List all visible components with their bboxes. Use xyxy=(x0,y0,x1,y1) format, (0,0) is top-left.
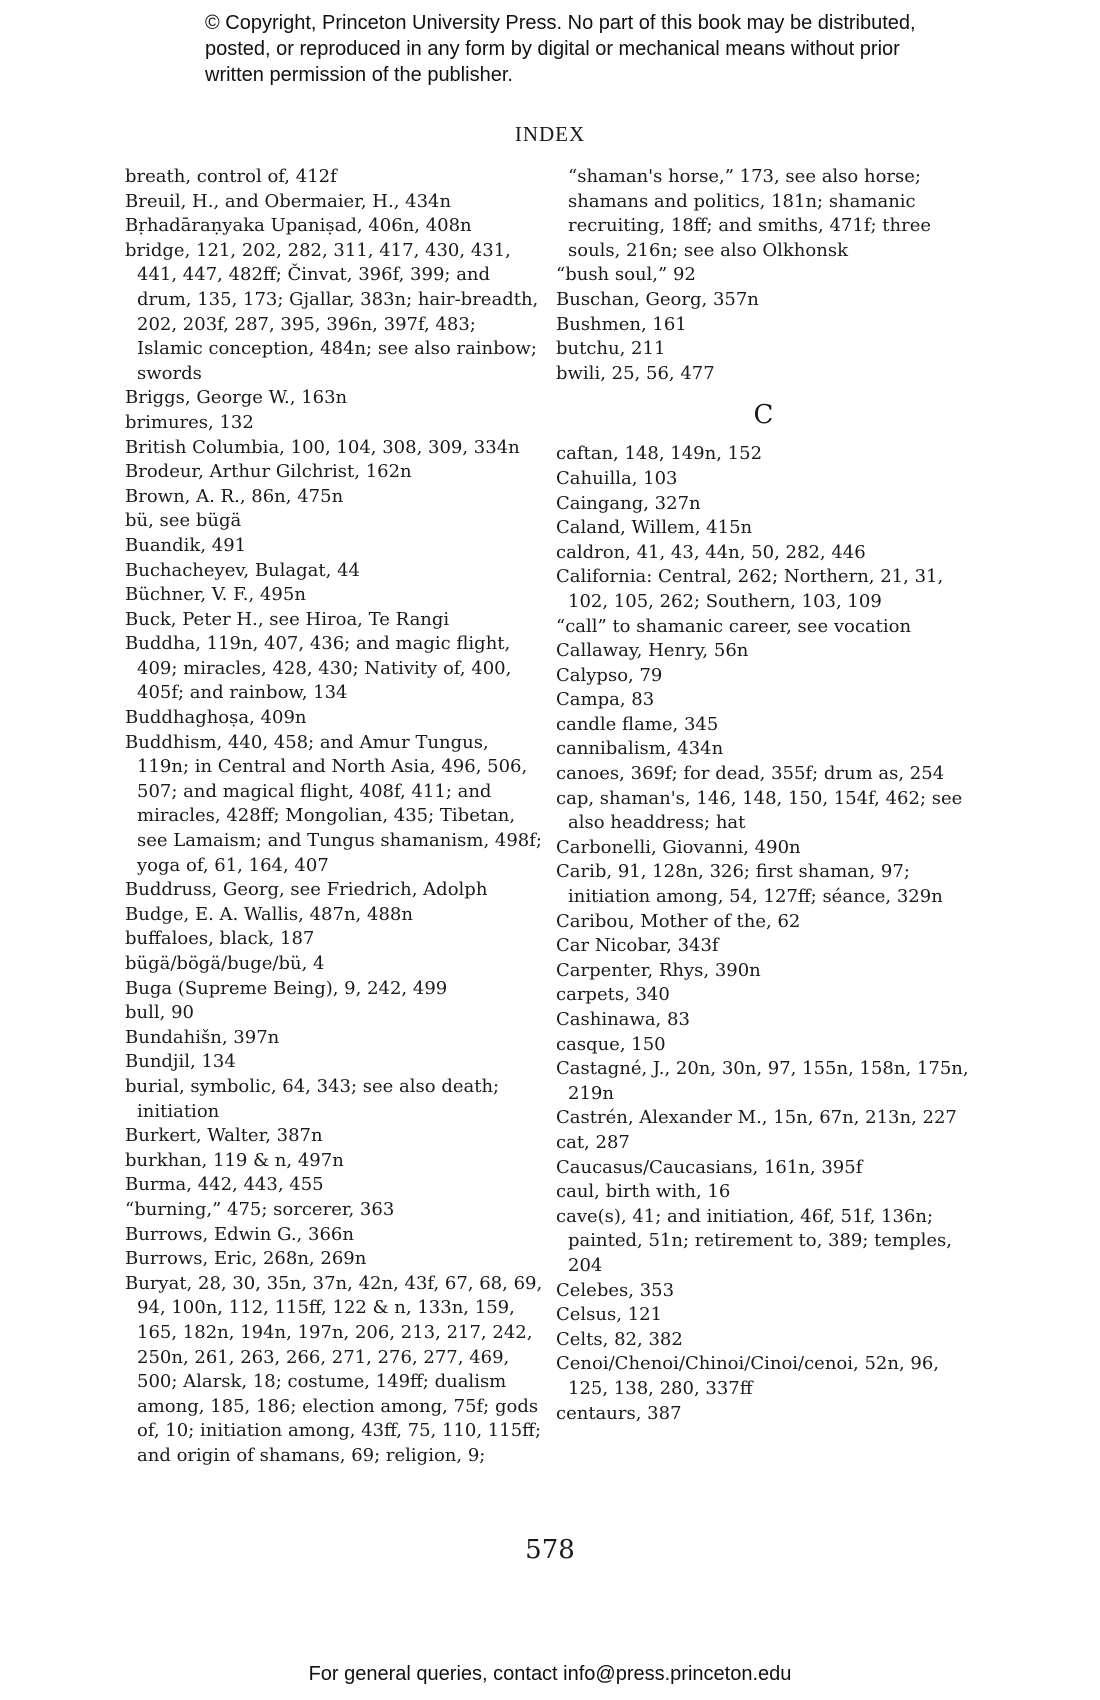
index-entry: cannibalism, 434n xyxy=(556,738,724,760)
index-entry: caldron, 41, 43, 44n, 50, 282, 446 xyxy=(556,541,866,563)
index-entry: Burrows, Edwin G., 366n xyxy=(125,1223,354,1245)
index-entry: Buddhism, 440, 458; and Amur Tungus, 119n; in Central and North Asia, 496, 506, 507; and magical flight, 408f, 411; and miracles, 428ff; Mongolian, 435; Tibetan, see Lamaism; and Tungus shamanism, 498f; yoga of, 61, 164, 407 xyxy=(125,731,542,876)
index-entry: Brown, A. R., 86n, 475n xyxy=(125,485,344,507)
index-entry: Caucasus/Caucasians, 161n, 395f xyxy=(556,1156,863,1178)
index-entry: breath, control of, 412f xyxy=(125,166,337,187)
index-entry: Budge, E. A. Wallis, 487n, 488n xyxy=(125,903,413,925)
index-entry: cave(s), 41; and initiation, 46f, 51f, 136n; painted, 51n; retirement to, 389; temples, 204 xyxy=(556,1205,953,1276)
index-entry: Caribou, Mother of the, 62 xyxy=(556,910,801,932)
index-entry: candle flame, 345 xyxy=(556,713,719,735)
index-entry: Caingang, 327n xyxy=(556,492,701,514)
running-head: INDEX xyxy=(514,122,586,146)
index-entry-continuation: “shaman's horse,” 173, see also horse; shamans and politics, 181n; shamanic recruiting, 18ff; and smiths, 471f; three souls, 216n; see also Olkhonsk xyxy=(568,166,931,261)
index-entry: Car Nicobar, 343f xyxy=(556,935,719,957)
index-entry: Brodeur, Arthur Gilchrist, 162n xyxy=(125,461,412,483)
index-entry: Burma, 442, 443, 455 xyxy=(125,1174,324,1196)
index-entry: Buga (Supreme Being), 9, 242, 499 xyxy=(125,977,448,999)
index-entry: Briggs, George W., 163n xyxy=(125,387,348,409)
index-entry: Burkert, Walter, 387n xyxy=(125,1125,323,1147)
index-entry: Callaway, Henry, 56n xyxy=(556,640,749,662)
index-entry: bü, see bügä xyxy=(125,510,242,532)
index-entry: Buddha, 119n, 407, 436; and magic flight, 409; miracles, 428, 430; Nativity of, 400, 405f; and rainbow, 134 xyxy=(125,633,512,704)
index-entry: cap, shaman's, 146, 148, 150, 154f, 462; see also headdress; hat xyxy=(556,787,963,834)
index-entry: canoes, 369f; for dead, 355f; drum as, 254 xyxy=(556,763,945,785)
index-entry: “burning,” 475; sorcerer, 363 xyxy=(125,1198,395,1220)
index-entry: Carib, 91, 128n, 326; first shaman, 97; initiation among, 54, 127ff; séance, 329n xyxy=(556,861,943,908)
index-entry: Bushmen, 161 xyxy=(556,313,687,335)
index-entry: bwili, 25, 56, 477 xyxy=(556,362,715,384)
index-entry: burial, symbolic, 64, 343; see also death; initiation xyxy=(125,1075,500,1122)
index-entry: Buchacheyev, Bulagat, 44 xyxy=(125,559,360,581)
index-entry: Celsus, 121 xyxy=(556,1304,663,1326)
index-entry: Buandik, 491 xyxy=(125,534,247,556)
index-entry: butchu, 211 xyxy=(556,338,666,360)
index-entry: bridge, 121, 202, 282, 311, 417, 430, 431, 441, 447, 482ff; Činvat, 396f, 399; and drum, 135, 173; Gjallar, 383n; hair-breadth, 202, 203f, 287, 395, 396n, 397f, 483; Islamic conception, 484n; see also rainbow; swords xyxy=(125,239,539,384)
index-entry: Buryat, 28, 30, 35n, 37n, 42n, 43f, 67, 68, 69, 94, 100n, 112, 115ff, 122 & n, 133n, 159, 165, 182n, 194n, 197n, 206, 213, 217, 242, 250n, 261, 263, 266, 271, 276, 277, 469, 500; Alarsk, 18; costume, 149ff; dualism among, 185, 186; election among, 75f; gods of, 10; initiation among, 43ff, 75, 110, 115ff; and origin of shamans, 69; religion, 9; xyxy=(125,1272,543,1466)
index-entry: Bundjil, 134 xyxy=(125,1051,236,1073)
index-entry: “bush soul,” 92 xyxy=(556,264,696,286)
index-entry: “call” to shamanic career, see vocation xyxy=(556,615,912,637)
index-entry: cat, 287 xyxy=(556,1131,630,1153)
index-entry: buffaloes, black, 187 xyxy=(125,928,315,950)
index-entry: Buschan, Georg, 357n xyxy=(556,288,759,310)
index-entry: Celts, 82, 382 xyxy=(556,1328,683,1350)
index-column-left xyxy=(125,165,545,1468)
index-entry: Calypso, 79 xyxy=(556,664,663,686)
index-entry: Cahuilla, 103 xyxy=(556,467,678,489)
index-entry: casque, 150 xyxy=(556,1033,666,1055)
index-entry: Cenoi/Chenoi/Chinoi/Cinoi/cenoi, 52n, 96, 125, 138, 280, 337ff xyxy=(556,1353,940,1399)
index-entry: Cashinawa, 83 xyxy=(556,1009,690,1030)
index-entry: bügä/bögä/buge/bü, 4 xyxy=(125,953,325,974)
index-entry: Bṛhadāraṇyaka Upaniṣad, 406n, 408n xyxy=(125,215,472,237)
index-entry: Buck, Peter H., see Hiroa, Te Rangi xyxy=(125,608,450,630)
index-entry: Carbonelli, Giovanni, 490n xyxy=(556,836,801,858)
index-entry: California: Central, 262; Northern, 21, 31, 102, 105, 262; Southern, 103, 109 xyxy=(556,566,944,612)
index-entry: Caland, Willem, 415n xyxy=(556,517,753,539)
index-entry: caftan, 148, 149n, 152 xyxy=(556,443,763,465)
copyright-notice: © Copyright, Princeton University Press. No part of this book may be distributed, posted, or reproduced in any form by digital or mechanical means without prior written permission of the publisher. xyxy=(205,12,916,86)
index-entry: Büchner, V. F., 495n xyxy=(125,584,306,606)
index-entry: Celebes, 353 xyxy=(556,1279,675,1301)
section-letter-c: C xyxy=(753,400,774,431)
index-entry: centaurs, 387 xyxy=(556,1402,682,1424)
index-entry: carpets, 340 xyxy=(556,984,670,1006)
index-entry: British Columbia, 100, 104, 308, 309, 334n xyxy=(125,436,520,458)
index-entry: Buddhaghoṣa, 409n xyxy=(125,707,307,729)
index-entry: Burrows, Eric, 268n, 269n xyxy=(125,1248,367,1270)
index-entry: bull, 90 xyxy=(125,1002,194,1024)
index-entry: Campa, 83 xyxy=(556,689,655,711)
index-column-right xyxy=(556,165,971,1426)
index-entry: Breuil, H., and Obermaier, H., 434n xyxy=(125,190,452,212)
index-entry: burkhan, 119 & n, 497n xyxy=(125,1149,344,1171)
page-number: 578 xyxy=(525,1535,575,1565)
index-entry: Castrén, Alexander M., 15n, 67n, 213n, 227 xyxy=(556,1107,957,1129)
index-entry: Castagné, J., 20n, 30n, 97, 155n, 158n, 175n, 219n xyxy=(556,1058,969,1104)
index-entry: Bundahišn, 397n xyxy=(125,1026,280,1048)
footer-contact: For general queries, contact info@press.princeton.edu xyxy=(308,1663,792,1685)
index-entry: caul, birth with, 16 xyxy=(556,1181,731,1203)
index-entry: Carpenter, Rhys, 390n xyxy=(556,959,761,981)
index-entry: brimures, 132 xyxy=(125,411,254,433)
index-entry: Buddruss, Georg, see Friedrich, Adolph xyxy=(125,879,488,901)
